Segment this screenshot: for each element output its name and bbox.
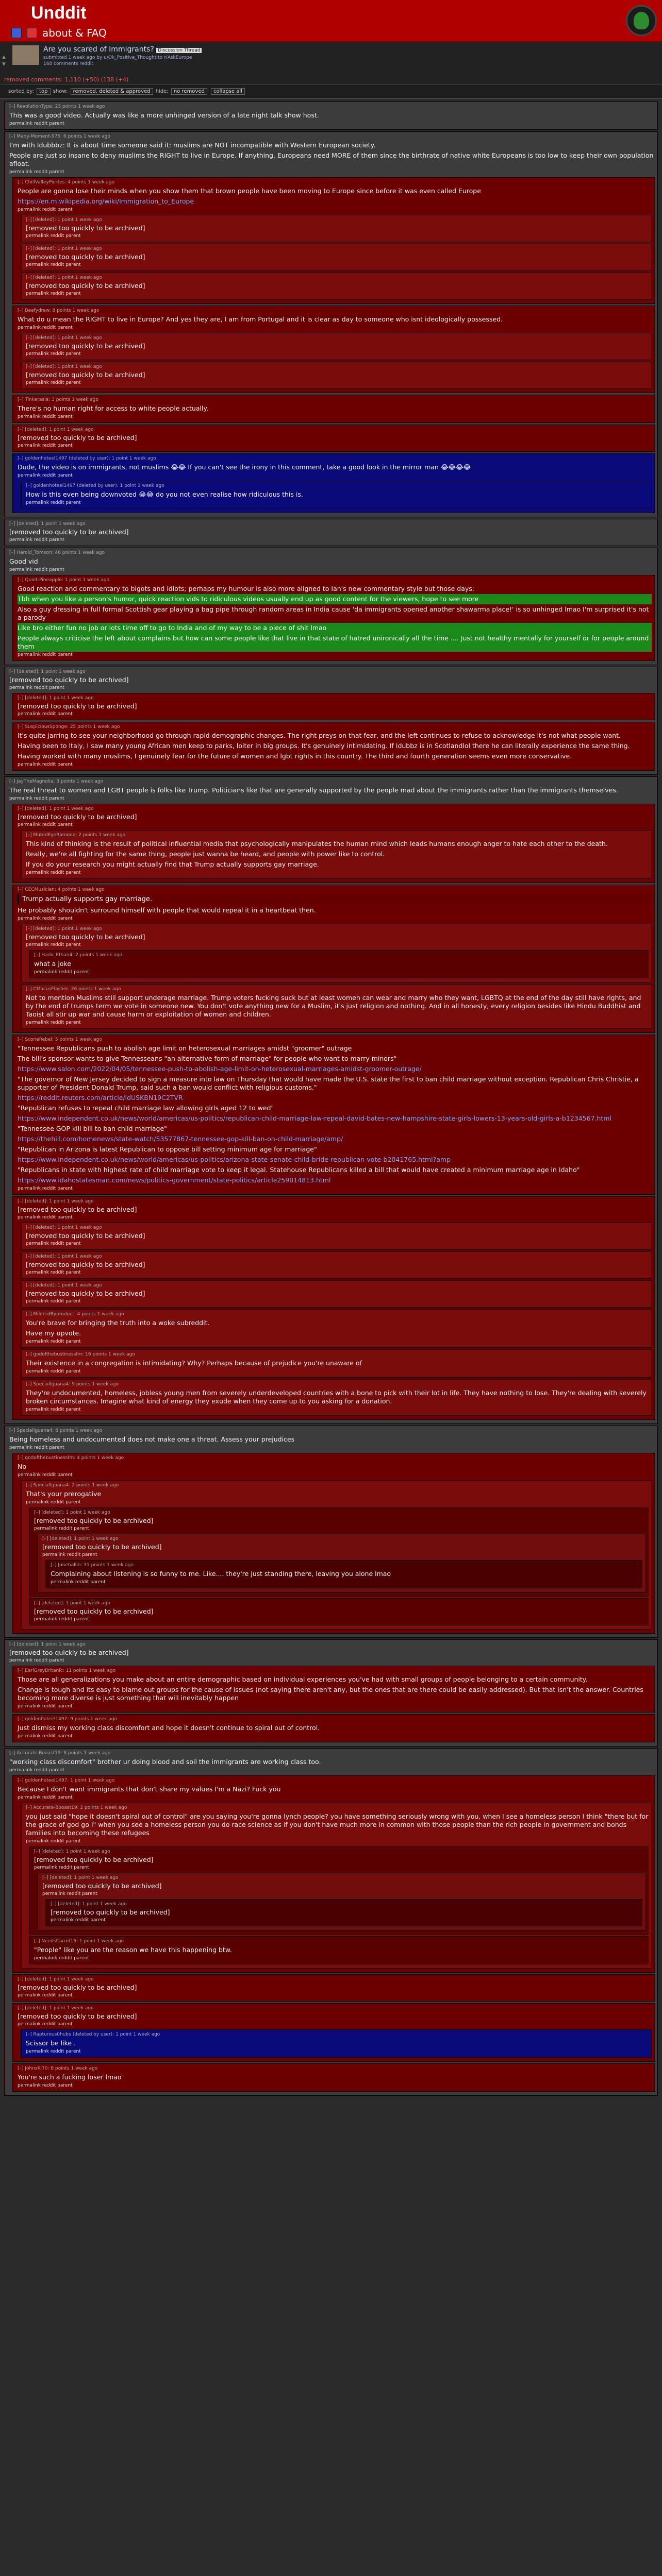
comment: [21, 1803, 652, 1969]
comment-tagline[interactable]: [–] NeedsCarrot16: 1 point 1 week ago: [34, 1939, 124, 1944]
comment-actions[interactable]: permalink reddit parent: [26, 2049, 81, 2054]
comment-tagline[interactable]: [–] [deleted]: 1 point 1 week ago: [9, 669, 86, 674]
comment-tagline[interactable]: [–] JohnsKi70: 8 points 1 week ago: [18, 2066, 98, 2071]
comment-tagline[interactable]: [–] Many-Moment-976: 6 points 1 week ago: [9, 134, 110, 139]
comment: [12, 575, 655, 661]
comment-text: Those are all generalizations you make about an entire demographic based on individual experiences you've had with small groups of people belonging to a certain community.: [18, 1675, 588, 1683]
comment-actions[interactable]: permalink reddit parent: [34, 970, 89, 975]
comment-tagline[interactable]: [–] SpecialIguana4: 2 points 1 week ago: [26, 1483, 119, 1488]
comment-tagline[interactable]: [–] Accurate-Booast19: 8 points 1 week ago: [9, 1751, 111, 1756]
comment-text: Just dismiss my working class discomfort and hope it doesn't continue to spiral out of control.: [18, 1724, 320, 1732]
comment-actions[interactable]: permalink reddit parent: [9, 567, 64, 572]
comment-actions[interactable]: permalink reddit parent: [9, 121, 64, 126]
comment-actions[interactable]: permalink reddit parent: [18, 2022, 73, 2027]
removed-comment: [21, 924, 652, 982]
comment: [4, 776, 658, 1424]
comment: [4, 1748, 658, 2096]
comment-text: Complaining about listening is so funny to me. Like.... they're just standing there, leaving you alone lmao: [51, 1570, 391, 1578]
removed-comment: [12, 693, 655, 720]
comment-actions[interactable]: permalink reddit parent: [9, 537, 64, 543]
removed-comment: [21, 273, 652, 300]
removed-text: [removed too quickly to be archived]: [42, 1882, 162, 1890]
comment-tagline[interactable]: [–] EarlGreyBritanic: 11 points 1 week ago: [18, 1668, 116, 1673]
comment-actions[interactable]: permalink reddit parent: [18, 473, 73, 478]
comment-text: I'm with Idubbbz: It is about time someone said it: muslims are NOT incompatible with Western European society.: [9, 141, 376, 149]
comment-link[interactable]: https://reddit.reuters.com/article/idUSKBN19C2TVR: [18, 1094, 183, 1101]
comment-actions[interactable]: permalink reddit parent: [9, 1658, 64, 1663]
nav-about-link[interactable]: about & FAQ: [42, 27, 107, 39]
removed-comment: [45, 1899, 642, 1926]
comment-text: This was a good video. Actually was like a more unhinged version of a late night talk show host.: [9, 111, 319, 119]
comment-tagline[interactable]: [–] goldenhoteel1497 (deleted by user): 1 point 1 week ago: [26, 483, 164, 488]
comment-tagline[interactable]: [–] [deleted]: 1 point 1 week ago: [34, 1510, 110, 1515]
comment-text: People are gonna lose their minds when you show them that brown people have been moving to Europe since before it was even called Europe: [18, 187, 481, 195]
comment: [12, 1035, 655, 1195]
removed-text: [removed too quickly to be archived]: [34, 1856, 154, 1863]
comment-actions[interactable]: permalink reddit parent: [18, 916, 73, 921]
comment-tagline[interactable]: [–] CMacusFlasher: 26 points 1 week ago: [26, 987, 121, 992]
comment-tagline[interactable]: [–] Hado_Ethan4: 2 points 1 week ago: [34, 953, 123, 958]
comment: [4, 1426, 658, 1638]
comment-actions[interactable]: permalink reddit parent: [26, 1839, 81, 1844]
comment-tagline[interactable]: [–] SconeRebel: 5 points 1 week ago: [18, 1037, 102, 1042]
vote-arrows-icon[interactable]: ▲ ▼: [2, 55, 6, 67]
comment-tagline[interactable]: [–] [deleted]: 1 point 1 week ago: [18, 1977, 94, 1982]
comment-text: That's your prerogative: [26, 1490, 102, 1498]
show-select[interactable]: removed, deleted & approved: [71, 88, 153, 95]
comment-tagline[interactable]: [–] godofthebustinessfm: 16 points 1 week ago: [26, 1352, 135, 1357]
comment-actions[interactable]: permalink reddit parent: [26, 1339, 81, 1344]
removed-text: [removed too quickly to be archived]: [26, 253, 145, 261]
comment-tagline[interactable]: [–] [deleted]: 1 point 1 week ago: [18, 806, 94, 811]
comment-tagline[interactable]: [–] [deleted]: 1 point 1 week ago: [51, 1902, 127, 1907]
comment-tagline[interactable]: [–] [deleted]: 1 point 1 week ago: [34, 1601, 110, 1606]
comment-tagline[interactable]: [–] MildredByproduct: 4 points 1 week ago: [26, 1312, 124, 1317]
comment-actions[interactable]: permalink reddit parent: [26, 233, 81, 239]
comment-actions[interactable]: permalink reddit parent: [26, 1369, 81, 1374]
comment-link[interactable]: https://www.idahostatesman.com/news/politics-government/state-politics/article259014813.html: [18, 1176, 331, 1184]
comment-actions[interactable]: permalink reddit parent: [18, 1734, 73, 1739]
comment-actions[interactable]: permalink reddit parent: [26, 870, 81, 875]
comment-text: Like bro either fun no job or lots time off to go to India and of my way to be a piece of shit lmao: [18, 623, 652, 633]
comment-actions[interactable]: permalink reddit parent: [26, 942, 81, 947]
comment-tagline[interactable]: [–] Juneballin: 31 points 1 week ago: [51, 1563, 134, 1568]
comment-actions[interactable]: permalink reddit parent: [9, 1768, 64, 1773]
comment-text: Having been to Italy, I saw many young African men keep to parks, loiter in big groups. It's genuinely intimidating. If Idubbz is in Scotlandlol there he can literally experience the same thing.: [18, 742, 630, 750]
comment: [21, 1480, 652, 1630]
comment: [12, 177, 655, 304]
hide-select[interactable]: no removed: [171, 88, 207, 95]
comment-tagline[interactable]: [–] Accurate-Booast19: 2 points 1 week ago: [26, 1805, 127, 1810]
comment-text: you just said "hope it doesn't spiral out of control" are you saying you're gonna lynch people? you have something seriously wrong with you, when I see a homeless person I think "there but for the grace of god go I" when you see a homeless person you do race science as if you don't have much more in common with those people than the rich people in government and bonds families into becoming these refugees: [26, 1812, 649, 1837]
comment-tagline[interactable]: [–] godofthebustinessfm: 4 points 1 week ago: [18, 1455, 124, 1461]
sort-select[interactable]: top: [37, 88, 50, 95]
comment-tagline[interactable]: [–] goldenhoteel1497 (deleted by user): 1 point 1 week ago: [18, 456, 156, 461]
removed-comment: [4, 667, 658, 775]
removed-count-note: removed comments: 1,110 (+50) (138 (+4): [4, 76, 129, 83]
comment-actions[interactable]: permalink reddit parent: [18, 1186, 73, 1191]
removed-comment: [21, 362, 652, 389]
comment-link[interactable]: https://www.salon.com/2022/04/05/tennessee-push-to-abolish-age-limit-on-heterosexual-marriages-amidst-groomer-outrage/: [18, 1065, 422, 1073]
comment: [12, 1666, 655, 1713]
removed-text: [removed too quickly to be archived]: [18, 434, 137, 442]
comment-tagline[interactable]: [–] Harold_Tomson: 46 points 1 week ago: [9, 550, 105, 555]
site-logo[interactable]: Unddit: [31, 3, 87, 23]
comment-actions[interactable]: permalink reddit parent: [26, 262, 81, 267]
post-thumbnail[interactable]: [12, 45, 39, 65]
comment-text: Dude, the video is on immigrants, not muslims 😂😂 If you can't see the irony in this comment, take a good look in the mirror man 😂😂😂😂: [18, 463, 471, 471]
removed-text: [removed too quickly to be archived]: [26, 1261, 145, 1268]
comment-actions[interactable]: permalink reddit parent: [34, 1956, 89, 1961]
comment-tagline[interactable]: [–] goldenhoteel1497: 9 points 1 week ago: [18, 1717, 118, 1722]
comment-actions[interactable]: permalink reddit parent: [26, 291, 81, 296]
comment-text: What do u mean the RIGHT to live in Europe? And yes they are, I am from Portugal and it is clear as day to someone who isnt ideologically possessed.: [18, 315, 503, 323]
removed-comment: [21, 1223, 652, 1250]
comment-actions[interactable]: permalink reddit parent: [18, 1795, 73, 1800]
comment-actions[interactable]: permalink reddit parent: [42, 1891, 97, 1896]
comment-text: People always criticise the left about complains but how can some people like that live in that state of hatred unironically all the time .... Just not healthy mentally for yourself or for people around them: [18, 633, 652, 652]
comment-tagline[interactable]: [–] RevolutionType: 23 points 1 week ago: [9, 104, 105, 109]
comment-tagline[interactable]: [–] [deleted]: 1 point 1 week ago: [9, 521, 86, 527]
removed-comment: [29, 1507, 649, 1597]
comment-tagline[interactable]: [–] Tinkerasia: 3 points 1 week ago: [18, 397, 98, 402]
comment-text: You're brave for bringing the truth into a woke subreddit.: [26, 1319, 210, 1327]
removed-text: [removed too quickly to be archived]: [9, 676, 129, 684]
comment-text: No: [18, 1463, 26, 1470]
post-title[interactable]: Are you scared of Immigrants? Discussion Thread: [43, 45, 202, 54]
removed-comment: [21, 244, 652, 271]
comment-actions[interactable]: permalink reddit parent: [18, 1993, 73, 1998]
comment: [21, 984, 652, 1029]
removed-text: [removed too quickly to be archived]: [51, 1908, 170, 1916]
comment-tagline[interactable]: [–] [deleted]: 1 point 1 week ago: [18, 2006, 94, 2011]
comment: [4, 101, 658, 130]
comment: [21, 1349, 652, 1378]
comment-actions[interactable]: permalink reddit parent: [51, 1580, 106, 1585]
header-nav: [11, 27, 107, 39]
comment-actions[interactable]: permalink reddit parent: [18, 2083, 73, 2088]
removed-comment: [29, 1846, 649, 1935]
comment-text: Have my upvote.: [26, 1329, 81, 1337]
comment-text: If you do your research you might actually find that Trump actually supports gay marriage.: [26, 860, 319, 868]
comment: [21, 830, 652, 879]
comment-text: This kind of thinking is the result of political influential media that psychologically manipulates the human mind which leads humans enough anger to hate each other to the death.: [26, 840, 608, 848]
comment-actions[interactable]: permalink reddit parent: [26, 1270, 81, 1275]
comment: [12, 722, 655, 771]
comment: [21, 1309, 652, 1348]
comment-tagline[interactable]: [–] [deleted]: 1 point 1 week ago: [26, 217, 102, 223]
comment-tagline[interactable]: [–] MutedEyeRamone: 2 points 1 week ago: [26, 833, 126, 838]
removed-text: [removed too quickly to be archived]: [26, 224, 145, 232]
comment-actions[interactable]: permalink reddit parent: [42, 1552, 97, 1557]
removed-text: [removed too quickly to be archived]: [9, 528, 129, 536]
comment-tagline[interactable]: [–] [deleted]: 1 point 1 week ago: [18, 427, 94, 432]
top-header: [0, 0, 662, 42]
comment-text: Being homeless and undocumented does not make one a threat. Assess your prejudices: [9, 1435, 295, 1443]
comment-text: The bill's sponsor wants to give Tennesseans "an alternative form of marriage" for people who want to marry minors": [18, 1055, 397, 1062]
comment-text: Not to mention Muslims still support underage marriage. Trump voters fucking suck but at least women can wear and marry who they want, LGBTQ at the end of the day still have rights, and by the end of trumps term we vote in someone new. You don't vote anything new for a Muslim, it's just religion and nothing. And in all honesty, every religion besides like Hindu Buddhist and Taoist all stir up war and cause harm or exploitation of women and children.: [26, 994, 641, 1018]
quote-block: Trump actually supports gay marriage.: [18, 894, 652, 904]
comment: [12, 306, 655, 393]
comment-text: "Tennessee GOP kill bill to ban child marriage": [18, 1125, 167, 1132]
comment: [4, 548, 658, 665]
comment-tagline[interactable]: [–] CECMusician: 4 points 1 week ago: [18, 887, 105, 892]
collapse-all-button[interactable]: collapse all: [211, 88, 245, 95]
removed-comment: [37, 1534, 646, 1592]
comment-tagline[interactable]: [–] SuspiciousSponge: 25 points 1 week ago: [18, 724, 120, 730]
comment-actions[interactable]: permalink reddit parent: [18, 443, 73, 448]
comment-text: "Republican refuses to repeal child marriage law allowing girls aged 12 to wed": [18, 1104, 274, 1112]
comment-text: The real threat to women and LGBT people is folks like Trump. Politicians like that are generally supported by the people mad about the immigrants rather than the immigrants themselves.: [9, 786, 618, 794]
removed-comment: [12, 425, 655, 452]
reddit-icon[interactable]: [11, 28, 22, 38]
removed-text: [removed too quickly to be archived]: [9, 1649, 129, 1656]
comment: [29, 950, 649, 978]
comment-tagline[interactable]: [–] [deleted]: 1 point 1 week ago: [34, 1849, 110, 1854]
comment-text: "Republicans in state with highest rate of child marriage vote to keep it legal. Statehouse Republicans killed a bill that would have created a minimum marriage age in Idaho": [18, 1166, 580, 1174]
sort-bar: sorted by: top show: removed, deleted & approved hide: no removed collapse all: [0, 84, 662, 99]
post-header: [0, 42, 662, 84]
comment-tagline[interactable]: [–] [deleted]: 1 point 1 week ago: [26, 275, 102, 280]
comment-actions[interactable]: permalink reddit parent: [18, 711, 73, 717]
comment-text: Scissor be like .: [26, 2039, 76, 2047]
removed-text: [removed too quickly to be archived]: [26, 342, 145, 350]
comment-tagline[interactable]: [–] [deleted]: 1 point 1 week ago: [26, 926, 102, 931]
comment-text: Good reaction and commentary to bigots and idiots; perhaps my humour is also more aligned to Ian's new commentary style but those days:: [18, 585, 475, 592]
comment: [12, 453, 655, 513]
comment-actions[interactable]: permalink reddit parent: [18, 762, 73, 767]
menu-icon[interactable]: [27, 28, 37, 38]
comment-actions[interactable]: permalink reddit parent: [18, 207, 73, 212]
removed-text: [removed too quickly to be archived]: [18, 1984, 137, 1991]
comment-actions[interactable]: permalink reddit parent: [9, 685, 64, 690]
comment-tagline[interactable]: [–] [deleted]: 1 point 1 week ago: [26, 1283, 102, 1288]
removed-comment: [21, 1251, 652, 1279]
comment-actions[interactable]: permalink reddit parent: [26, 1299, 81, 1304]
comment-text: "The governor of New Jersey decided to sign a measure into law on Thursday that would have made the U.S. state the first to ban child marriage without exception. Republican Chris Christie, a supporter of President Donald Trump, said such a ban would conflict with religious customs.": [18, 1075, 639, 1091]
comment-text: "People" like you are the reason we have this happening btw.: [34, 1946, 232, 1954]
comment: [21, 1379, 652, 1416]
removed-text: [removed too quickly to be archived]: [26, 933, 145, 941]
comment: [45, 1560, 642, 1588]
comment-actions[interactable]: permalink reddit parent: [26, 1241, 81, 1246]
comment-tagline[interactable]: [–] [deleted]: 1 point 1 week ago: [42, 1536, 119, 1541]
removed-text: [removed too quickly to be archived]: [26, 1290, 145, 1297]
removed-text: [removed too quickly to be archived]: [34, 1607, 154, 1615]
comment-tagline[interactable]: [–] [deleted]: 1 point 1 week ago: [42, 1875, 119, 1880]
comment-tagline[interactable]: [–] [deleted]: 1 point 1 week ago: [26, 1225, 102, 1230]
comment-text: Also a guy dressing in full formal Scottish gear playing a bag pipe through random areas in India cause 'da immigrants opened another shawarma place!' is so unhinged lmao I'm surprised it's not a parody: [18, 605, 649, 621]
flair-badge: Discussion Thread: [156, 48, 202, 53]
removed-comment: [12, 1974, 655, 2002]
comment: [12, 395, 655, 423]
removed-text: [removed too quickly to be archived]: [34, 1517, 154, 1524]
comment-actions[interactable]: permalink reddit parent: [34, 1617, 89, 1622]
comment: [29, 1936, 649, 1964]
comment-text: Good vid: [9, 557, 38, 565]
comment: [12, 1453, 655, 1634]
comment-actions[interactable]: permalink reddit parent: [18, 822, 73, 827]
comment-tagline[interactable]: [–] JayTheMagnolia: 3 points 1 week ago: [9, 779, 104, 784]
comment-text: How is this even being downvoted 😂😂 do you not even realise how ridiculous this is.: [26, 490, 303, 498]
comment-text: You're such a fucking loser lmao: [18, 2073, 122, 2081]
comment-actions[interactable]: permalink reddit parent: [26, 1407, 81, 1412]
removed-text: [removed too quickly to be archived]: [18, 702, 137, 710]
comment-actions[interactable]: permalink reddit parent: [18, 1472, 73, 1478]
comment-tagline[interactable]: [–] [deleted]: 1 point 1 week ago: [18, 696, 94, 701]
comment-actions[interactable]: permalink reddit parent: [34, 1865, 89, 1870]
comment-tagline[interactable]: [–] [deleted]: 1 point 1 week ago: [26, 335, 102, 341]
comment-text: Tbh when you like a person's humor, quick reaction vids to ridiculous videos usually end up as good content for the viewers, hope to see more: [18, 594, 652, 604]
comment-actions[interactable]: permalink reddit parent: [18, 1704, 73, 1709]
comment-tagline[interactable]: [–] SpecialIguana4: 6 points 1 week ago: [9, 1428, 103, 1433]
removed-comment: [12, 804, 655, 883]
comment-actions[interactable]: permalink reddit parent: [18, 325, 73, 330]
comment-text: Change is tough and its easy to blame out groups for the cause of issues (not saying there aren't any, but the ones that are there could be easily addressed). But that isn't the answer. Countries becoming more diverse is just something that will inevitably happen: [18, 1686, 643, 1702]
comment: [4, 131, 658, 517]
comment: [12, 2063, 655, 2092]
comment-tagline[interactable]: [–] ChillValleyPickles: 4 points 1 week ago: [18, 180, 115, 185]
comment-actions[interactable]: permalink reddit parent: [18, 652, 73, 657]
comment: [12, 1775, 655, 1973]
comment-text: "Republican in Arizona is latest Republican to oppose bill setting minimum age for marriage": [18, 1145, 317, 1153]
removed-text: [removed too quickly to be archived]: [18, 1206, 137, 1213]
removed-text: [removed too quickly to be archived]: [26, 1232, 145, 1240]
comment-link[interactable]: https://en.m.wikipedia.org/wiki/Immigration_to_Europe: [18, 197, 194, 205]
comment-text: Their existence in a congregation is intimidating? Why? Perhaps because of prejudice you're unaware of: [26, 1359, 362, 1367]
comment-tagline[interactable]: [–] [deleted]: 1 point 1 week ago: [26, 364, 102, 369]
comment-text: They're undocumented, homeless, jobless young men from severely underdeveloped countries with a bone to pick with their lot in life. They have nothing to lose. They're dealing with severely broken circumstances. Imagine what kind of energy they exude when they come up to you asking for a donation.: [26, 1389, 647, 1405]
comment-tagline[interactable]: [–] SpecialIguana4: 9 points 1 week ago: [26, 1382, 119, 1387]
comment-text: People are just so insane to deny muslims the RIGHT to live in Europe. If anything, Europeans need MORE of them since the birthrate of native white Europeans is too low to keep their own population afloat.: [9, 151, 654, 167]
comment-text: "Tennessee Republicans push to abolish age limit on heterosexual marriages amidst "groomer" outrage: [18, 1044, 352, 1052]
removed-text: [removed too quickly to be archived]: [26, 282, 145, 290]
comment-tagline[interactable]: [–] Beefydrew: 8 points 1 week ago: [18, 308, 100, 313]
comment: [21, 2029, 652, 2058]
comment-text: "working class discomfort" brother ur doing blood and soil the immigrants are working class too.: [9, 1758, 321, 1766]
removed-comment: [4, 519, 658, 546]
removed-text: [removed too quickly to be archived]: [18, 813, 137, 821]
removed-comment: [4, 1639, 658, 1747]
comment-tagline[interactable]: [–] Quiet-Pineapple: 1 point 1 week ago: [18, 578, 110, 583]
snoo-logo-icon: [626, 5, 657, 36]
comment-actions[interactable]: permalink reddit parent: [9, 1445, 64, 1450]
comment-link[interactable]: https://www.independent.co.uk/news/world/americas/us-politics/republican-child-marriage-law-repeal-david-bates-new-hampshire-state-girls-lowers-13-years-old-girls-a-b1234567.html: [18, 1114, 611, 1122]
comment-text: Having worked with many muslims, I genuinely fear for the future of women and lgbt rights in this country. The third and fourth generation seems even more conservative.: [18, 752, 572, 760]
comment-text: He probably shouldn't surround himself with people that would repeal it in a heartbeat then.: [18, 906, 316, 914]
comment-actions[interactable]: permalink reddit parent: [26, 500, 81, 505]
comment-tagline[interactable]: [–] [deleted]: 1 point 1 week ago: [26, 246, 102, 251]
comment-actions[interactable]: permalink reddit parent: [9, 796, 64, 801]
comment-tagline[interactable]: [–] Rapturous0hubs (deleted by user): 1 point 1 week ago: [26, 2032, 160, 2037]
removed-text: [removed too quickly to be archived]: [26, 371, 145, 379]
comment: [12, 1714, 655, 1742]
removed-comment: [21, 1280, 652, 1308]
comment-actions[interactable]: permalink reddit parent: [18, 414, 73, 419]
comment-tagline[interactable]: [–] [deleted]: 1 point 1 week ago: [9, 1642, 86, 1647]
comment-text: There's no human right for access to white people actually.: [18, 404, 209, 412]
comment-link[interactable]: https://thehill.com/homenews/state-watch/53577867-tennessee-gop-kill-ban-on-child-marriage/amp/: [18, 1135, 343, 1143]
comment: [21, 481, 652, 509]
comment-actions[interactable]: permalink reddit parent: [26, 1500, 81, 1505]
comment-tagline[interactable]: [–] goldenhoteel1497: 1 point 1 week ago: [18, 1778, 115, 1783]
comment-text: Really, we're all fighting for the same thing, people just wanna be heard, and people with power like to control.: [26, 850, 385, 858]
comment-actions[interactable]: permalink reddit parent: [51, 1918, 106, 1923]
comment-actions[interactable]: permalink reddit parent: [34, 1526, 89, 1531]
comment: [12, 885, 655, 1033]
comment-tagline[interactable]: [–] [deleted]: 1 point 1 week ago: [18, 1199, 94, 1204]
removed-comment: [12, 2003, 655, 2062]
removed-comment: [12, 1196, 655, 1420]
comment-actions[interactable]: permalink reddit parent: [9, 170, 64, 175]
removed-text: [removed too quickly to be archived]: [18, 2012, 137, 2020]
comment-link[interactable]: https://www.independent.co.uk/news/world/americas/us-politics/arizona-state-senate-child-bride-republican-vote-b2041765.html?amp: [18, 1156, 451, 1163]
comment-text: It's quite jarring to see your neighborhood go through rapid demographic changes. The right preys on that fear, and the left continues to refuse to acknowledge it's not what people want.: [18, 732, 621, 739]
comment-actions[interactable]: permalink reddit parent: [26, 351, 81, 357]
removed-comment: [37, 1873, 646, 1930]
removed-comment: [29, 1598, 649, 1625]
comment-actions[interactable]: permalink reddit parent: [18, 1215, 73, 1220]
comment-actions[interactable]: permalink reddit parent: [26, 380, 81, 385]
comment-text: Because I don't want immigrants that don't share my values I'm a Nazi? Fuck you: [18, 1785, 281, 1793]
comment-thread: [0, 99, 662, 2096]
removed-comment: [21, 333, 652, 360]
comment-actions[interactable]: permalink reddit parent: [26, 1020, 81, 1025]
removed-text: [removed too quickly to be archived]: [42, 1543, 162, 1551]
comment-tagline[interactable]: [–] [deleted]: 1 point 1 week ago: [26, 1254, 102, 1259]
comment-text: what a joke: [34, 960, 71, 968]
post-meta: submitted 1 week ago by u/Ok_Positive_Thought to r/AskEurope 168 comments reddit: [43, 55, 192, 66]
removed-comment: [21, 215, 652, 242]
